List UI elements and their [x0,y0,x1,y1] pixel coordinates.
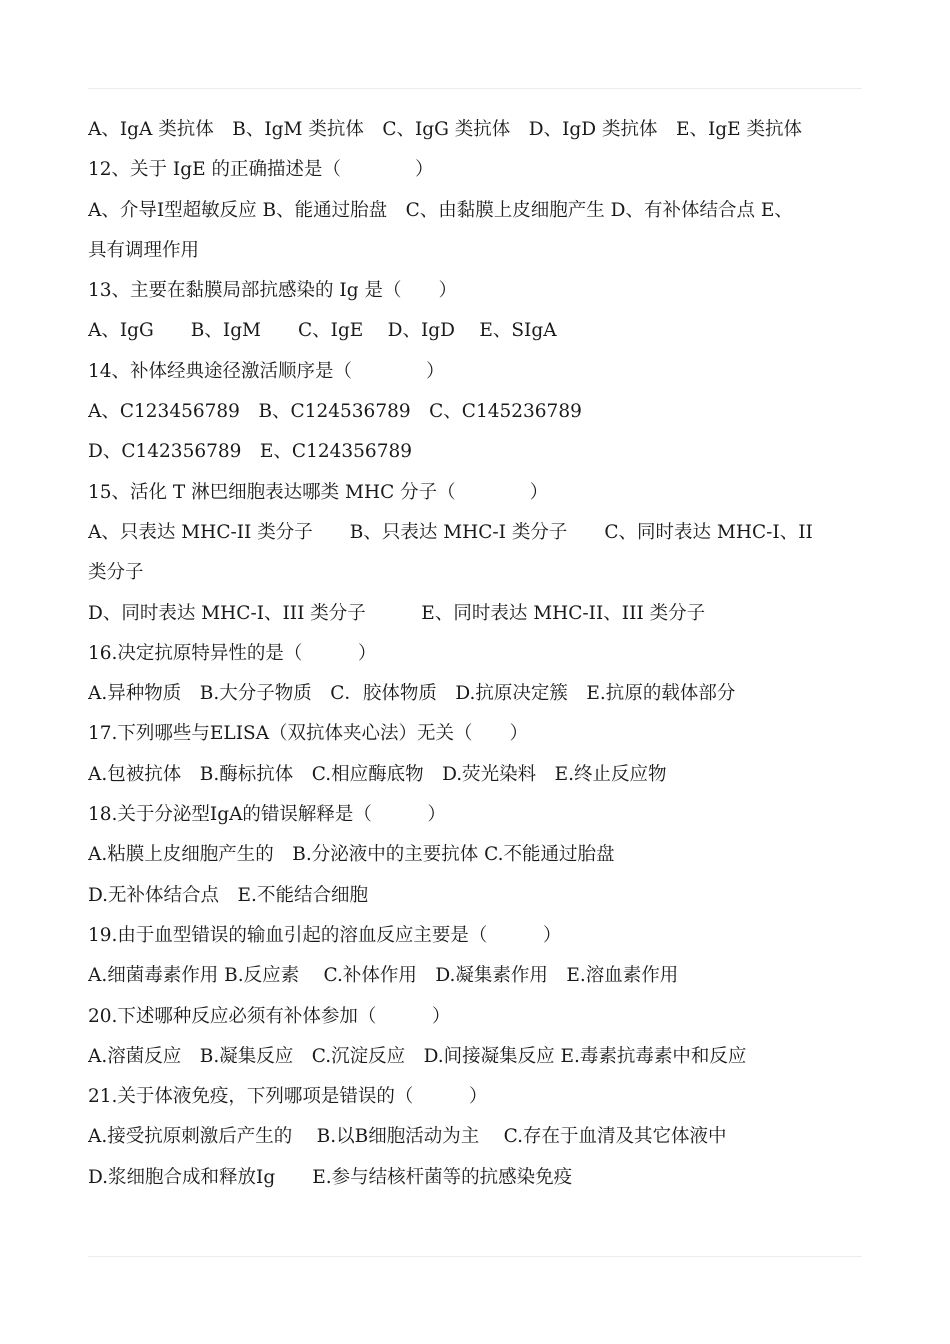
footer-rule [88,1256,862,1257]
option-line-q15 [88,513,878,553]
line-text: D.无补体结合点 E.不能结合细胞 [88,884,368,906]
line-text: 15、活化 T 淋巴细胞表达哪类 MHC 分子（ ） [88,481,549,503]
line-text: 21.关于体液免疫，下列哪项是错误的（ ） [88,1086,488,1108]
line-text: 类分子 [88,562,144,584]
question-15 [88,473,878,513]
line-text: A.细菌毒素作用 B.反应素 C.补体作用 D.凝集素作用 E.溶血素作用 [88,965,679,987]
line-text: D、同时表达 MHC-I、III 类分子 E、同时表达 MHC-II、III 类分子 [88,602,706,624]
line-text: 20.下述哪种反应必须有补体参加（ ） [88,1005,451,1027]
header-rule [88,88,862,89]
option-line-q14 [88,392,878,432]
line-text: A.包被抗体 B.酶标抗体 C.相应酶底物 D.荧光染料 E.终止反应物 [88,763,667,785]
line-text: A、介导I型超敏反应 B、能通过胎盘 C、由黏膜上皮细胞产生 D、有补体结合点 E、 [88,199,793,221]
question-20 [88,997,878,1037]
option-line-q21-cont [88,1158,878,1198]
line-text: A.粘膜上皮细胞产生的 B.分泌液中的主要抗体 C.不能通过胎盘 [88,844,615,866]
option-line-q17 [88,755,878,795]
question-21 [88,1077,878,1117]
line-text: A.溶菌反应 B.凝集反应 C.沉淀反应 D.间接凝集反应 E.毒素抗毒素中和反应 [88,1045,747,1067]
option-line-q12-cont [88,231,878,271]
line-text: A、IgG B、IgM C、IgE D、IgD E、SIgA [88,320,557,342]
question-17 [88,714,878,754]
option-line-q16 [88,674,878,714]
line-text: D.浆细胞合成和释放Ig E.参与结核杆菌等的抗感染免疫 [88,1166,573,1188]
option-line-q13 [88,311,878,351]
question-18 [88,795,878,835]
line-text: 具有调理作用 [88,239,200,261]
option-line-q18 [88,835,878,875]
line-text: A、IgA 类抗体 B、IgM 类抗体 C、IgG 类抗体 D、IgD 类抗体 E、IgE 类抗体 [88,119,803,140]
option-line-q14-cont [88,432,878,472]
option-line-q15-cont [88,553,878,593]
line-text: 16.决定抗原特异性的是（ ） [88,642,377,664]
question-14 [88,352,878,392]
line-text: A、只表达 MHC-II 类分子 B、只表达 MHC-I 类分子 C、同时表达 MHC-I、II [88,521,813,543]
line-text: A.接受抗原刺激后产生的 B.以B细胞活动为主 C.存在于血清及其它体液中 [88,1126,727,1148]
line-text: 18.关于分泌型IgA的错误解释是（ ） [88,804,446,826]
option-line-q19 [88,956,878,996]
line-text: 19.由于血型错误的输血引起的溶血反应主要是（ ） [88,924,562,946]
line-text: D、C142356789 E、C124356789 [88,441,413,463]
option-line-q12 [88,191,878,231]
line-text: A.异种物质 B.大分子物质 C．胶体物质 D.抗原决定簇 E.抗原的载体部分 [88,683,736,705]
document-body [88,110,878,1198]
line-text: A、C123456789 B、C124536789 C、C145236789 [88,401,582,423]
option-line-q15-de [88,594,878,634]
question-16 [88,634,878,674]
line-text: 12、关于 IgE 的正确描述是（ ） [88,159,434,181]
option-line-q18-cont [88,876,878,916]
option-line-q11 [88,110,878,150]
line-text: 17.下列哪些与ELISA（双抗体夹心法）无关（ ） [88,723,529,745]
option-line-q20 [88,1037,878,1077]
line-text: 13、主要在黏膜局部抗感染的 Ig 是（ ） [88,280,457,302]
line-text: 14、补体经典途径激活顺序是（ ） [88,360,445,382]
option-line-q21 [88,1117,878,1157]
question-12 [88,150,878,190]
question-13 [88,271,878,311]
question-19 [88,916,878,956]
